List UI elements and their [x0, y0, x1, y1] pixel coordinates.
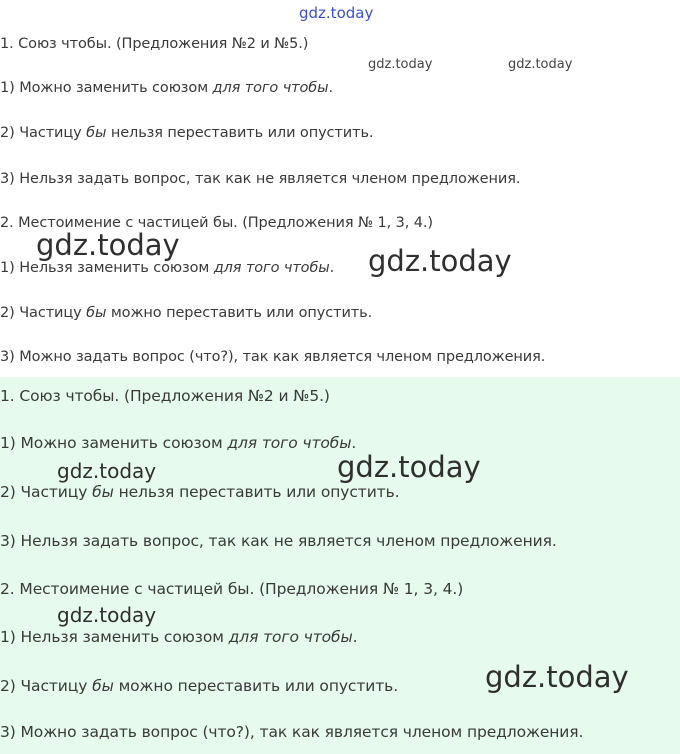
watermark: gdz.today — [485, 660, 629, 694]
watermark: gdz.today — [368, 244, 512, 278]
part2-line-3: 3) Можно задать вопрос (что?), так как является членом предложения. — [0, 723, 584, 741]
part2-line-1 — [0, 628, 357, 646]
italic-term: бы — [92, 677, 114, 695]
part2-title: 2. Местоимение с частицей бы. (Предложения № 1, 3, 4.) — [0, 215, 433, 231]
part1-line-3: 3) Нельзя задать вопрос, так как не является членом предложения. — [0, 171, 521, 187]
watermark: gdz.today — [337, 450, 481, 484]
line-text: 1) Можно заменить союзом — [0, 434, 228, 452]
line-text: . — [329, 260, 335, 276]
line-text: 1) Нельзя заменить союзом — [0, 628, 229, 646]
italic-term: для того чтобы — [213, 260, 330, 276]
header-watermark: gdz.today — [299, 4, 374, 22]
watermark: gdz.today — [57, 603, 157, 627]
italic-term: для того чтобы — [212, 80, 329, 96]
line-text: . — [328, 80, 333, 96]
part1-title: 1. Союз чтобы. (Предложения №2 и №5.) — [0, 387, 330, 405]
part2-title: 2. Местоимение с частицей бы. (Предложения № 1, 3, 4.) — [0, 580, 464, 598]
line-text: 1) Можно заменить союзом — [0, 80, 213, 96]
line-text: можно переставить или опустить. — [113, 677, 399, 695]
part2-line-2 — [0, 305, 372, 321]
part1-line-2 — [0, 125, 373, 141]
line-text: можно переставить или опустить. — [106, 305, 373, 321]
italic-term: бы — [92, 483, 114, 501]
part1-line-1 — [0, 434, 356, 452]
bottom-section — [0, 377, 680, 754]
line-text: нельзя переставить или опустить. — [106, 125, 374, 141]
italic-term: бы — [86, 125, 107, 141]
watermark: gdz.today — [508, 57, 573, 72]
watermark: gdz.today — [368, 57, 433, 72]
italic-term: бы — [86, 305, 107, 321]
line-text: . — [352, 628, 358, 646]
part1-line-1 — [0, 80, 333, 96]
line-text: 2) Частицу — [0, 677, 93, 695]
part1-line-3: 3) Нельзя задать вопрос, так как не является членом предложения. — [0, 532, 557, 550]
italic-term: для того чтобы — [228, 628, 353, 646]
part2-line-3: 3) Можно задать вопрос (что?), так как является членом предложения. — [0, 349, 546, 365]
line-text: 2) Частицу — [0, 483, 93, 501]
line-text: 2) Частицу — [0, 305, 87, 321]
line-text: 2) Частицу — [0, 125, 87, 141]
part2-line-1 — [0, 260, 334, 276]
line-text: 1) Нельзя заменить союзом — [0, 260, 214, 276]
line-text: . — [351, 434, 357, 452]
part2-line-2 — [0, 677, 398, 695]
part1-line-2 — [0, 483, 399, 501]
watermark: gdz.today — [36, 228, 180, 262]
line-text: нельзя переставить или опустить. — [113, 483, 400, 501]
italic-term: для того чтобы — [227, 434, 352, 452]
part1-title: 1. Союз чтобы. (Предложения №2 и №5.) — [0, 36, 309, 52]
watermark: gdz.today — [57, 459, 157, 483]
